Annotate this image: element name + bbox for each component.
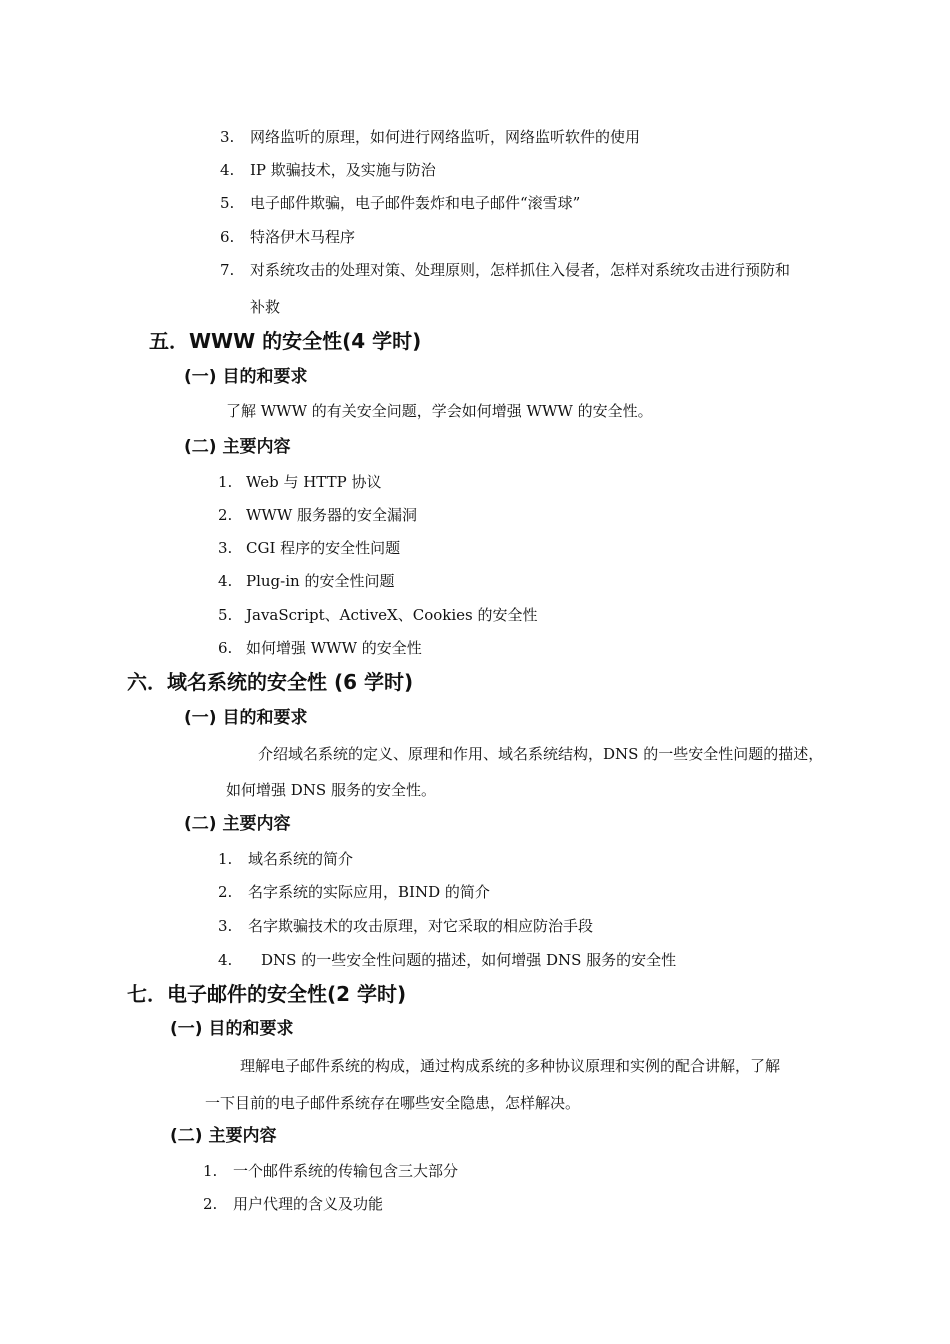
list-item xyxy=(220,260,790,280)
section-heading: 六．域名系统的安全性 (6 学时) xyxy=(127,670,414,694)
item-text: IP 欺骗技术，及实施与防治 xyxy=(250,161,436,179)
item-number: 5. xyxy=(218,606,233,624)
item-number: 3. xyxy=(218,917,233,935)
subsection-heading: (二) 主要内容 xyxy=(184,437,291,457)
item-number: 1. xyxy=(203,1162,218,1180)
item-number: 2. xyxy=(203,1195,218,1213)
list-item xyxy=(220,160,436,180)
item-text: 电子邮件欺骗，电子邮件轰炸和电子邮件“滚雪球” xyxy=(250,194,581,212)
item-text: 网络监听的原理，如何进行网络监听，网络监听软件的使用 xyxy=(250,128,641,146)
item-text: CGI 程序的安全性问题 xyxy=(246,539,401,557)
item-number: 1. xyxy=(218,850,233,868)
list-item xyxy=(218,505,417,525)
paragraph: 了解 WWW 的有关安全问题，学会如何增强 WWW 的安全性。 xyxy=(226,402,653,420)
item-number: 2. xyxy=(218,883,233,901)
subsection-heading: (二) 主要内容 xyxy=(184,814,291,834)
item-number: 1. xyxy=(218,473,233,491)
item-number: 3. xyxy=(218,539,233,557)
subsection-heading: (二) 主要内容 xyxy=(170,1126,277,1146)
item-text: 如何增强 WWW 的安全性 xyxy=(246,639,422,657)
list-item xyxy=(218,950,676,970)
list-item xyxy=(218,538,400,558)
list-item xyxy=(218,882,490,902)
item-text: WWW 服务器的安全漏洞 xyxy=(246,506,418,524)
item-text: 一个邮件系统的传输包含三大部分 xyxy=(233,1162,459,1180)
item-number: 4. xyxy=(220,161,235,179)
item-number: 6. xyxy=(220,228,235,246)
list-item xyxy=(220,127,640,147)
item-number: 6. xyxy=(218,639,233,657)
item-number: 5. xyxy=(220,194,235,212)
item-text: 域名系统的简介 xyxy=(248,850,354,868)
item-text: Web 与 HTTP 协议 xyxy=(246,473,382,491)
list-item xyxy=(220,227,355,247)
item-text: 名字欺骗技术的攻击原理，对它采取的相应防治手段 xyxy=(248,917,594,935)
item-text: 名字系统的实际应用，BIND 的简介 xyxy=(248,883,490,901)
item-text: DNS 的一些安全性问题的描述，如何增强 DNS 服务的安全性 xyxy=(261,951,677,969)
paragraph-line: 理解电子邮件系统的构成，通过构成系统的多种协议原理和实例的配合讲解，了解 xyxy=(240,1057,781,1075)
item-number: 4. xyxy=(218,572,233,590)
list-item xyxy=(203,1194,383,1214)
paragraph-line: 一下目前的电子邮件系统存在哪些安全隐患，怎样解决。 xyxy=(205,1094,581,1112)
list-item xyxy=(218,472,381,492)
subsection-heading: (一) 目的和要求 xyxy=(184,367,308,387)
list-item xyxy=(203,1161,458,1181)
item-text: 对系统攻击的处理对策、处理原则，怎样抓住入侵者，怎样对系统攻击进行预防和 xyxy=(250,261,791,279)
list-item xyxy=(220,193,580,213)
item-text: 用户代理的含义及功能 xyxy=(233,1195,384,1213)
paragraph-line: 如何增强 DNS 服务的安全性。 xyxy=(226,781,436,799)
paragraph-line: 介绍域名系统的定义、原理和作用、域名系统结构，DNS 的一些安全性问题的描述， xyxy=(258,745,824,763)
list-item-continuation: 补救 xyxy=(250,298,281,316)
item-text: JavaScript、ActiveX、Cookies 的安全性 xyxy=(246,606,538,624)
list-item xyxy=(218,849,353,869)
item-text: 特洛伊木马程序 xyxy=(250,228,356,246)
item-text: Plug-in 的安全性问题 xyxy=(246,572,395,590)
section-heading: 七．电子邮件的安全性(2 学时) xyxy=(127,982,407,1006)
list-item xyxy=(218,571,394,591)
list-item xyxy=(218,916,593,936)
subsection-heading: (一) 目的和要求 xyxy=(184,708,308,728)
item-number: 2. xyxy=(218,506,233,524)
list-item xyxy=(218,638,422,658)
list-item xyxy=(218,605,538,625)
item-number: 3. xyxy=(220,128,235,146)
section-heading: 五．WWW 的安全性(4 学时) xyxy=(149,329,422,353)
item-number: 7. xyxy=(220,261,235,279)
subsection-heading: (一) 目的和要求 xyxy=(170,1019,294,1039)
item-number: 4. xyxy=(218,951,233,969)
